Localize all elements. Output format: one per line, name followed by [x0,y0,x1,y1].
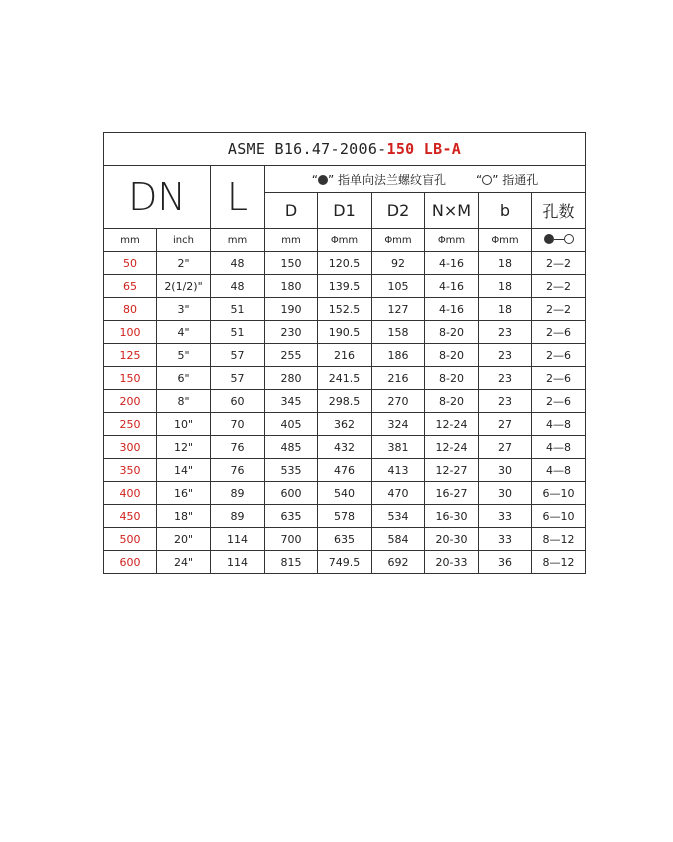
cell-b: 27 [479,436,532,459]
hollow-circle-icon [482,175,492,185]
cell-d2: 413 [372,459,425,482]
cell-dn: 100 [104,321,157,344]
cell-nm: 4-16 [425,275,479,298]
cell-d: 280 [265,367,318,390]
cell-holes: 6—10 [532,505,586,528]
cell-holes: 8—12 [532,551,586,574]
cell-l: 76 [211,436,265,459]
cell-d2: 381 [372,436,425,459]
cell-inch: 2" [157,252,211,275]
unit-d: mm [265,229,318,252]
cell-nm: 20-33 [425,551,479,574]
cell-nm: 12-27 [425,459,479,482]
cell-b: 30 [479,482,532,505]
cell-l: 89 [211,505,265,528]
l-header: L [211,166,265,229]
table-row [104,413,586,436]
cell-dn: 50 [104,252,157,275]
cell-dn: 80 [104,298,157,321]
cell-dn: 65 [104,275,157,298]
cell-d: 190 [265,298,318,321]
table-row [104,344,586,367]
cell-dn: 450 [104,505,157,528]
title-row [104,133,586,166]
table-row [104,528,586,551]
cell-l: 57 [211,344,265,367]
cell-inch: 16" [157,482,211,505]
table-row [104,367,586,390]
cell-inch: 5" [157,344,211,367]
table-row [104,482,586,505]
note-through-open: “ [476,172,483,187]
cell-b: 36 [479,551,532,574]
cell-l: 48 [211,275,265,298]
cell-inch: 14" [157,459,211,482]
cell-nm: 16-27 [425,482,479,505]
cell-dn: 125 [104,344,157,367]
col-header-d2: D2 [372,193,425,229]
cell-b: 23 [479,390,532,413]
header-row-1 [104,166,586,193]
cell-inch: 10" [157,413,211,436]
cell-holes: 2—2 [532,298,586,321]
cell-l: 89 [211,482,265,505]
cell-d: 600 [265,482,318,505]
cell-b: 23 [479,321,532,344]
cell-d1: 749.5 [318,551,372,574]
cell-l: 114 [211,551,265,574]
cell-d2: 470 [372,482,425,505]
cell-l: 51 [211,321,265,344]
table-body [104,133,586,574]
cell-inch: 6" [157,367,211,390]
filled-circle-icon [318,175,328,185]
cell-nm: 8-20 [425,344,479,367]
cell-dn: 150 [104,367,157,390]
cell-d2: 158 [372,321,425,344]
cell-d: 255 [265,344,318,367]
table-row [104,275,586,298]
cell-inch: 2(1/2)" [157,275,211,298]
cell-inch: 20" [157,528,211,551]
cell-holes: 2—6 [532,367,586,390]
cell-d1: 432 [318,436,372,459]
col-header-d: D [265,193,318,229]
cell-dn: 200 [104,390,157,413]
col-header-holes: 孔数 [532,193,586,229]
cell-l: 70 [211,413,265,436]
cell-inch: 12" [157,436,211,459]
unit-dn-inch: inch [157,229,211,252]
cell-b: 30 [479,459,532,482]
unit-l: mm [211,229,265,252]
cell-d: 150 [265,252,318,275]
cell-d: 230 [265,321,318,344]
cell-d: 535 [265,459,318,482]
cell-d1: 190.5 [318,321,372,344]
cell-dn: 500 [104,528,157,551]
cell-d: 345 [265,390,318,413]
cell-d: 405 [265,413,318,436]
cell-d1: 578 [318,505,372,528]
table-row [104,298,586,321]
cell-l: 114 [211,528,265,551]
cell-d2: 324 [372,413,425,436]
filled-circle-icon [544,234,554,244]
cell-d2: 186 [372,344,425,367]
table-row [104,321,586,344]
cell-d1: 298.5 [318,390,372,413]
cell-nm: 20-30 [425,528,479,551]
cell-holes: 8—12 [532,528,586,551]
legend-note [265,166,586,193]
cell-dn: 400 [104,482,157,505]
unit-b: Φmm [479,229,532,252]
cell-nm: 12-24 [425,436,479,459]
cell-d: 700 [265,528,318,551]
cell-b: 33 [479,528,532,551]
cell-d2: 584 [372,528,425,551]
cell-inch: 18" [157,505,211,528]
cell-d1: 152.5 [318,298,372,321]
cell-inch: 3" [157,298,211,321]
cell-d2: 216 [372,367,425,390]
cell-dn: 250 [104,413,157,436]
unit-dn-mm: mm [104,229,157,252]
note-blind-open: “ [311,172,318,187]
cell-d: 635 [265,505,318,528]
table-title [104,133,586,166]
cell-nm: 12-24 [425,413,479,436]
cell-nm: 4-16 [425,252,479,275]
dn-header: DN [104,166,211,229]
cell-inch: 8" [157,390,211,413]
unit-nm: Φmm [425,229,479,252]
table-row [104,252,586,275]
cell-d: 485 [265,436,318,459]
cell-nm: 8-20 [425,321,479,344]
cell-b: 27 [479,413,532,436]
cell-l: 76 [211,459,265,482]
cell-holes: 4—8 [532,413,586,436]
hollow-circle-icon [564,234,574,244]
cell-b: 18 [479,275,532,298]
unit-d2: Φmm [372,229,425,252]
col-header-d1: D1 [318,193,372,229]
cell-l: 57 [211,367,265,390]
cell-d1: 139.5 [318,275,372,298]
units-row [104,229,586,252]
cell-holes: 2—2 [532,275,586,298]
unit-d1: Φmm [318,229,372,252]
cell-dn: 300 [104,436,157,459]
cell-d2: 105 [372,275,425,298]
cell-dn: 350 [104,459,157,482]
cell-d1: 216 [318,344,372,367]
cell-b: 23 [479,367,532,390]
cell-inch: 24" [157,551,211,574]
cell-inch: 4" [157,321,211,344]
note-blind-hole: ” 指单向法兰螺纹盲孔 [327,172,446,187]
cell-d1: 540 [318,482,372,505]
cell-holes: 2—6 [532,344,586,367]
cell-holes: 4—8 [532,459,586,482]
cell-holes: 6—10 [532,482,586,505]
cell-l: 48 [211,252,265,275]
col-header-b: b [479,193,532,229]
cell-d1: 362 [318,413,372,436]
cell-d2: 127 [372,298,425,321]
cell-nm: 8-20 [425,390,479,413]
cell-l: 51 [211,298,265,321]
cell-holes: 2—6 [532,321,586,344]
cell-d2: 270 [372,390,425,413]
cell-d2: 534 [372,505,425,528]
cell-b: 23 [479,344,532,367]
cell-dn: 600 [104,551,157,574]
cell-d1: 120.5 [318,252,372,275]
note-through-hole: ” 指通孔 [492,172,539,187]
unit-holes [532,229,586,252]
flange-spec-table [103,132,586,574]
cell-d1: 476 [318,459,372,482]
cell-nm: 8-20 [425,367,479,390]
cell-holes: 4—8 [532,436,586,459]
title-standard: ASME B16.47-2006- [227,140,387,158]
cell-d2: 692 [372,551,425,574]
cell-d: 815 [265,551,318,574]
table-row [104,436,586,459]
cell-holes: 2—2 [532,252,586,275]
title-class: 150 LB-A [386,140,462,158]
table-row [104,551,586,574]
table-row [104,459,586,482]
cell-l: 60 [211,390,265,413]
cell-d: 180 [265,275,318,298]
cell-b: 18 [479,298,532,321]
cell-nm: 16-30 [425,505,479,528]
table-row [104,390,586,413]
cell-d2: 92 [372,252,425,275]
cell-holes: 2—6 [532,390,586,413]
cell-d1: 635 [318,528,372,551]
col-header-nm: N×M [425,193,479,229]
cell-b: 18 [479,252,532,275]
cell-nm: 4-16 [425,298,479,321]
table-row [104,505,586,528]
cell-b: 33 [479,505,532,528]
cell-d1: 241.5 [318,367,372,390]
dash-icon [554,239,564,240]
